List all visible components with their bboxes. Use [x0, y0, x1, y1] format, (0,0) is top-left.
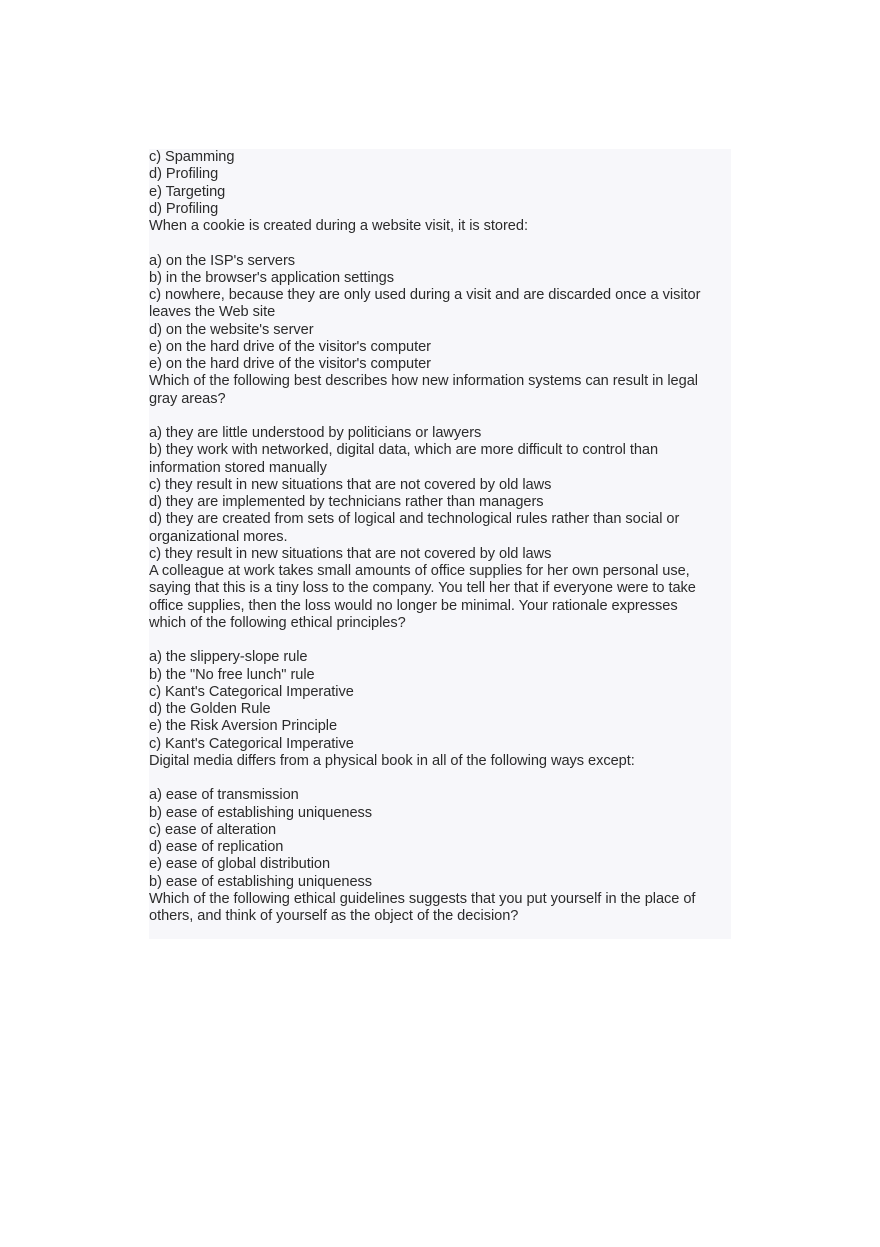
blank-line [149, 770, 731, 787]
text-line: c) Spamming [149, 149, 235, 165]
document-text-block [149, 149, 731, 939]
text-line: d) on the website's server [149, 321, 314, 338]
text-line: b) the "No free lunch" rule [149, 666, 315, 683]
text-line: c) they result in new situations that are not covered by old laws [149, 476, 552, 493]
text-line: a) they are little understood by politicians or lawyers [149, 425, 482, 441]
text-line: c) nowhere, because they are only used during a visit and are discarded once a visitor [149, 287, 701, 303]
text-line: e) the Risk Aversion Principle [149, 718, 338, 735]
text-line: e) on the hard drive of the visitor's computer [149, 356, 431, 372]
blank-line [149, 235, 731, 252]
text-line: b) ease of establishing uniqueness [149, 804, 373, 821]
blank-line [149, 408, 731, 425]
blank-line [149, 632, 731, 649]
text-line: e) ease of global distribution [149, 856, 331, 873]
text-line: which of the following ethical principles? [149, 614, 406, 631]
text-line: a) the slippery-slope rule [149, 649, 308, 666]
text-line: information stored manually [149, 459, 327, 476]
text-line: organizational mores. [149, 528, 288, 545]
text-line: a) ease of transmission [149, 787, 299, 804]
text-line: e) on the hard drive of the visitor's computer [149, 338, 431, 355]
text-line: e) Targeting [149, 183, 226, 200]
text-line: saying that this is a tiny loss to the company. You tell her that if everyone were to take [149, 580, 696, 597]
text-line: others, and think of yourself as the object of the decision? [149, 908, 519, 924]
text-line: a) on the ISP's servers [149, 252, 296, 269]
text-line: d) the Golden Rule [149, 701, 271, 717]
text-line: Which of the following ethical guidelines suggests that you put yourself in the place of [149, 890, 696, 907]
text-line: d) they are created from sets of logical and technological rules rather than social or [149, 511, 680, 528]
text-line: Which of the following best describes how new information systems can result in legal [149, 373, 698, 390]
text-line: c) Kant's Categorical Imperative [149, 683, 354, 700]
text-line: leaves the Web site [149, 304, 276, 321]
text-line: office supplies, then the loss would no longer be minimal. Your rationale expresses [149, 597, 678, 614]
text-line: b) in the browser's application settings [149, 269, 394, 286]
text-line: c) Kant's Categorical Imperative [149, 735, 354, 752]
text-line: Digital media differs from a physical book in all of the following ways except: [149, 752, 635, 769]
text-line: b) they work with networked, digital data, which are more difficult to control than [149, 442, 659, 459]
text-line: d) ease of replication [149, 839, 284, 855]
text-line: c) ease of alteration [149, 821, 277, 838]
text-line: b) ease of establishing uniqueness [149, 873, 373, 890]
text-line: gray areas? [149, 390, 226, 407]
text-line: c) they result in new situations that are not covered by old laws [149, 545, 552, 562]
text-line: When a cookie is created during a website visit, it is stored: [149, 218, 528, 234]
text-line: d) Profiling [149, 166, 219, 183]
text-line: d) they are implemented by technicians rather than managers [149, 494, 544, 510]
text-line: A colleague at work takes small amounts of office supplies for her own personal use, [149, 563, 690, 579]
text-line: d) Profiling [149, 200, 219, 217]
